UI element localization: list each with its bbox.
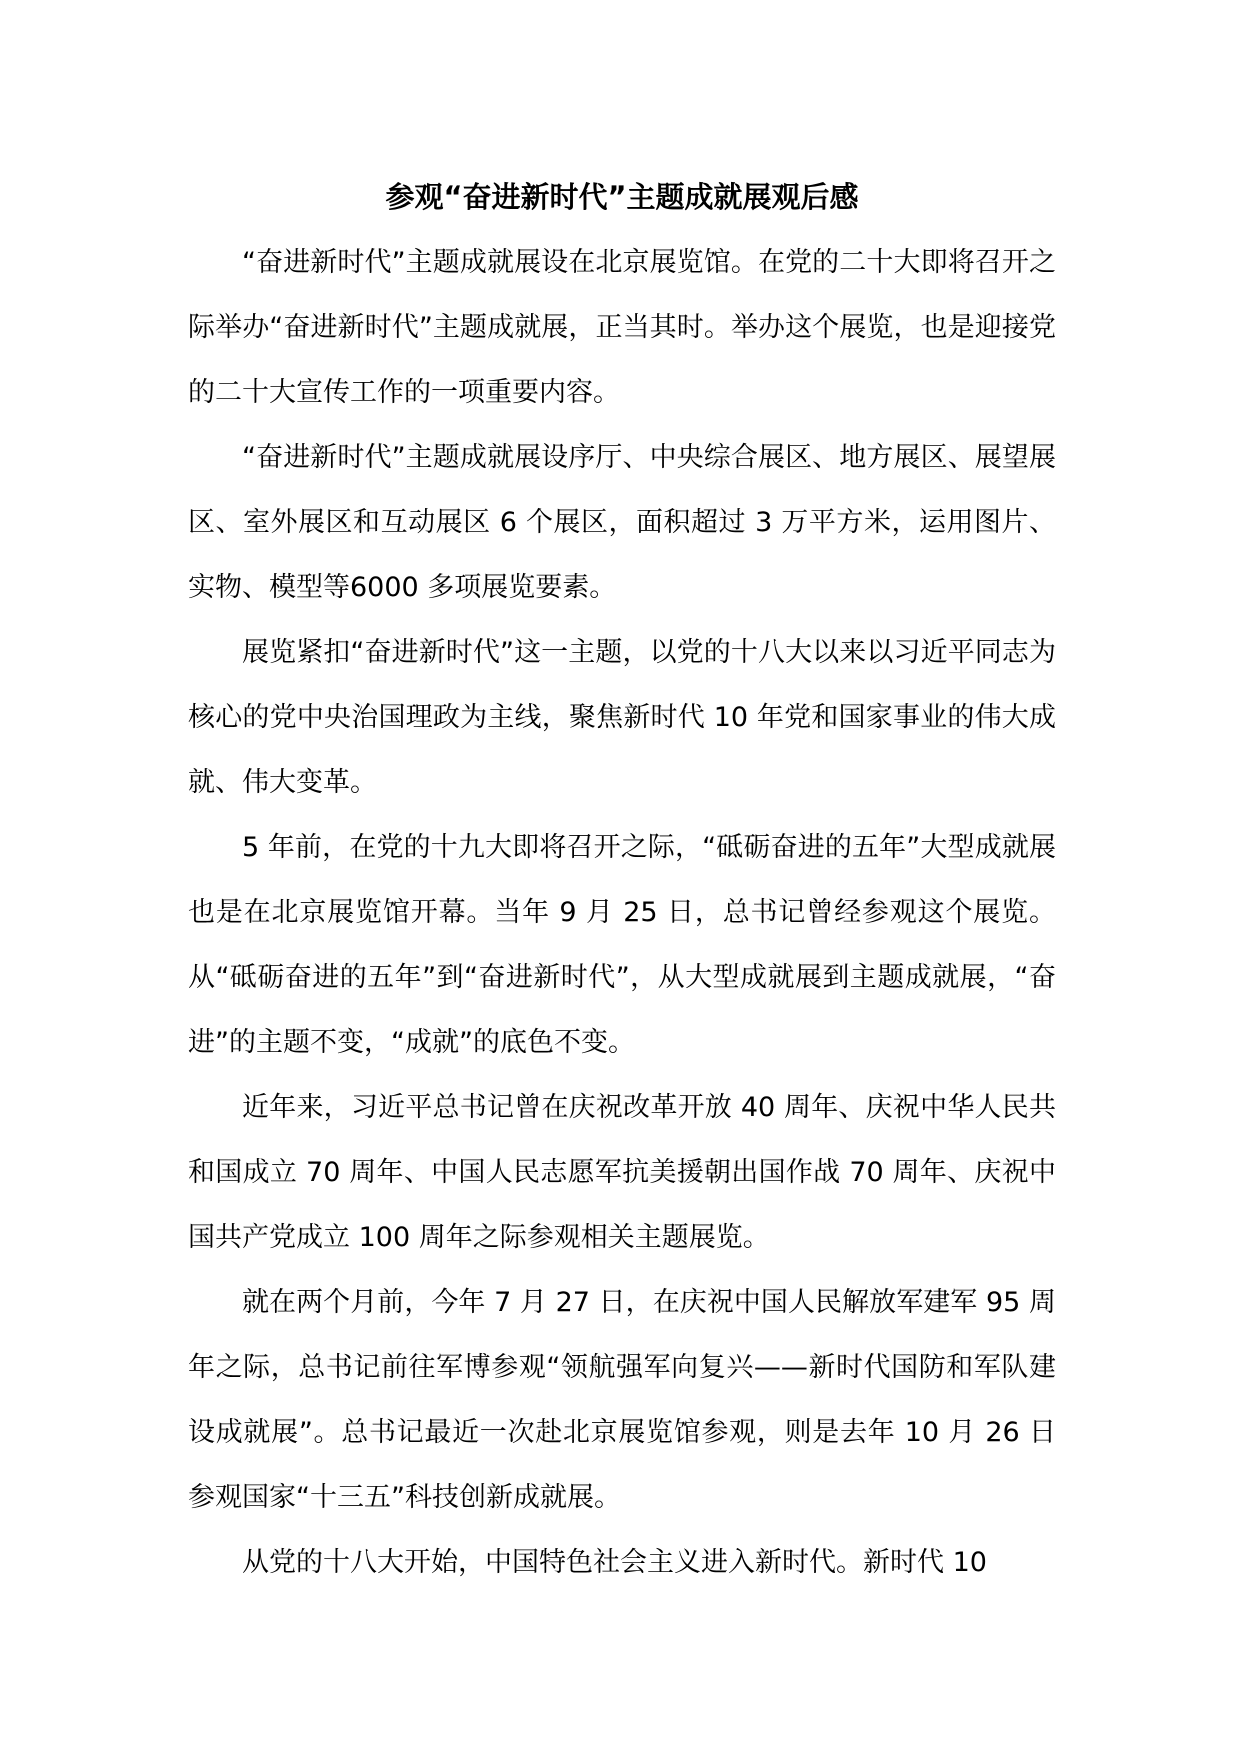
paragraph-7: 从党的十八大开始，中国特色社会主义进入新时代。新时代 10 bbox=[242, 1547, 987, 1578]
paragraph-1: “奋进新时代”主题成就展设在北京展览馆。在党的二十大即将召开之际举办“奋进新时代”主题成就展，正当其时。举办这个展览，也是迎接党的二十大宣传工作的一项重要内容。 bbox=[188, 247, 1056, 408]
document-body bbox=[188, 230, 1056, 1595]
paragraph-3: 展览紧扣“奋进新时代”这一主题，以党的十八大以来以习近平同志为核心的党中央治国理政为主线，聚焦新时代 10 年党和国家事业的伟大成就、伟大变革。 bbox=[188, 637, 1056, 798]
paragraph-6: 就在两个月前，今年 7 月 27 日，在庆祝中国人民解放军建军 95 周年之际，总书记前往军博参观“领航强军向复兴——新时代国防和军队建设成就展”。总书记最近一次赴北京展览馆参观，则是去年 10 月 26 日参观国家“十三五”科技创新成就展。 bbox=[188, 1287, 1056, 1513]
paragraph-2: “奋进新时代”主题成就展设序厅、中央综合展区、地方展区、展望展区、室外展区和互动展区 6 个展区，面积超过 3 万平方米，运用图片、实物、模型等6000 多项展览要素。 bbox=[188, 442, 1056, 603]
paragraph-5: 近年来，习近平总书记曾在庆祝改革开放 40 周年、庆祝中华人民共和国成立 70 周年、中国人民志愿军抗美援朝出国作战 70 周年、庆祝中国共产党成立 100 周年之际参观相关主题展览。 bbox=[188, 1092, 1056, 1253]
document-title: 参观“奋进新时代”主题成就展观后感 bbox=[385, 180, 859, 214]
paragraph-4: 5 年前，在党的十九大即将召开之际，“砥砺奋进的五年”大型成就展也是在北京展览馆开幕。当年 9 月 25 日，总书记曾经参观这个展览。从“砥砺奋进的五年”到“奋进新时代”，从大型成就展到主题成就展，“奋进”的主题不变，“成就”的底色不变。 bbox=[188, 832, 1056, 1058]
